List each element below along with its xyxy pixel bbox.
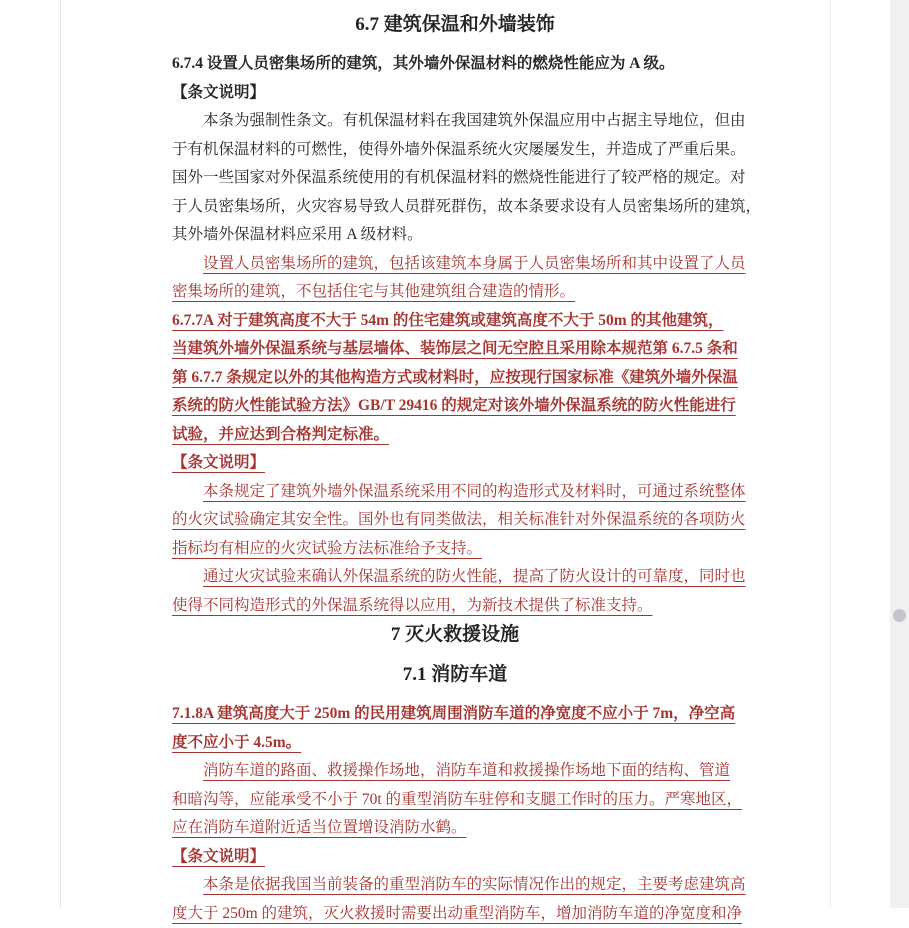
section-heading: 7 灭火救援设施	[172, 620, 738, 650]
section-heading: 6.7 建筑保温和外墙装饰	[172, 12, 738, 38]
paragraph	[172, 250, 738, 307]
text-line: 于人员密集场所，火灾容易导致人员群死群伤，故本条要求设有人员密集场所的建筑，	[172, 193, 738, 222]
text-line: 6.7.7A 对于建筑高度不大于 54m 的住宅建筑或建筑高度不大于 50m 的其他建筑，	[172, 307, 738, 336]
text-line: 第 6.7.7 条规定以外的其他构造方式或材料时，应按现行国家标准《建筑外墙外保温	[172, 364, 738, 393]
text-line: 度大于 250m 的建筑，灭火救援时需要出动重型消防车，增加消防车道的净宽度和净	[172, 900, 738, 928]
clause-text	[172, 307, 738, 450]
text-line: 当建筑外墙外保温系统与基层墙体、装饰层之间无空腔且采用除本规范第 6.7.5 条和	[172, 335, 738, 364]
text-line: 应在消防车道附近适当位置增设消防水鹤。	[172, 814, 738, 843]
text-line: 指标均有相应的火灾试验方法标准给予支持。	[172, 535, 738, 564]
scrollbar-track[interactable]	[890, 0, 909, 908]
text-line: 度不应小于 4.5m。	[172, 729, 738, 758]
page-right-edge	[830, 0, 831, 908]
text-line: 本条规定了建筑外墙外保温系统采用不同的构造形式及材料时，可通过系统整体	[172, 478, 738, 507]
text-line: 试验，并应达到合格判定标准。	[172, 421, 738, 450]
text-line: 国外一些国家对外保温系统使用的有机保温材料的燃烧性能进行了较严格的规定。对	[172, 164, 738, 193]
scrollbar-thumb[interactable]	[893, 609, 906, 622]
text-line: 和暗沟等，应能承受不小于 70t 的重型消防车驻停和支腿工作时的压力。严寒地区，	[172, 786, 738, 815]
text-line: 其外墙外保温材料应采用 A 级材料。	[172, 221, 738, 250]
page-left-edge	[60, 0, 61, 908]
clause-text	[172, 50, 738, 79]
paragraph	[172, 478, 738, 564]
text-line: 消防车道的路面、救援操作场地，消防车道和救援操作场地下面的结构、管道	[172, 757, 738, 786]
commentary-label	[172, 449, 738, 478]
text-line: 7.1.8A 建筑高度大于 250m 的民用建筑周围消防车道的净宽度不应小于 7m，净空高	[172, 700, 738, 729]
text-line: 于有机保温材料的可燃性，使得外墙外保温系统火灾屡屡发生，并造成了严重后果。	[172, 136, 738, 165]
text-line: 本条为强制性条文。有机保温材料在我国建筑外保温应用中占据主导地位，但由	[172, 107, 738, 136]
paragraph	[172, 871, 738, 928]
paragraph	[172, 107, 738, 250]
text-line: 设置人员密集场所的建筑，包括该建筑本身属于人员密集场所和其中设置了人员	[172, 250, 738, 279]
text-line: 使得不同构造形式的外保温系统得以应用，为新技术提供了标准支持。	[172, 592, 738, 621]
text-line: 系统的防火性能试验方法》GB/T 29416 的规定对该外墙外保温系统的防火性能进行	[172, 392, 738, 421]
text-line: 的火灾试验确定其安全性。国外也有同类做法，相关标准针对外保温系统的各项防火	[172, 506, 738, 535]
paragraph	[172, 757, 738, 843]
commentary-label	[172, 79, 738, 108]
document-page	[172, 12, 738, 928]
text-line: 【条文说明】	[172, 843, 738, 872]
text-line: 【条文说明】	[172, 79, 738, 108]
commentary-label	[172, 843, 738, 872]
text-line: 6.7.4 设置人员密集场所的建筑，其外墙外保温材料的燃烧性能应为 A 级。	[172, 50, 738, 79]
text-line: 本条是依据我国当前装备的重型消防车的实际情况作出的规定，主要考虑建筑高	[172, 871, 738, 900]
subsection-heading: 7.1 消防车道	[172, 660, 738, 690]
text-line: 通过火灾试验来确认外保温系统的防火性能，提高了防火设计的可靠度，同时也	[172, 563, 738, 592]
paragraph	[172, 563, 738, 620]
text-line: 【条文说明】	[172, 449, 738, 478]
text-line: 密集场所的建筑，不包括住宅与其他建筑组合建造的情形。	[172, 278, 738, 307]
clause-text	[172, 700, 738, 757]
